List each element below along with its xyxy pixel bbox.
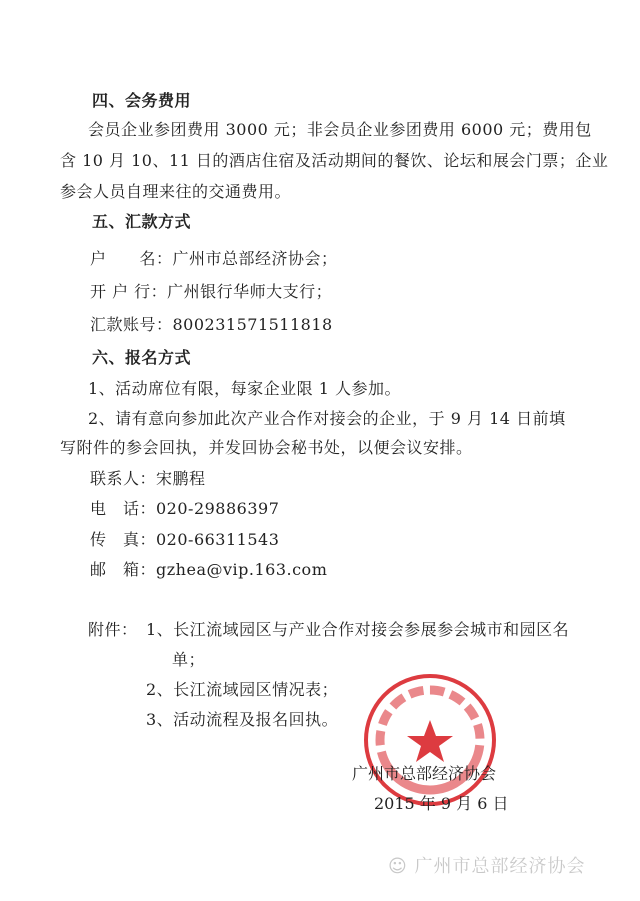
signature-organization: 广州市总部经济协会 bbox=[352, 764, 497, 783]
attachment-item: 3、活动流程及报名回执。 bbox=[146, 710, 339, 729]
signature-date: 2015 年 9 月 6 日 bbox=[374, 794, 509, 813]
section-heading-registration: 六、报名方式 bbox=[92, 348, 192, 367]
attachments-label: 附件： bbox=[88, 620, 138, 639]
registration-item: 写附件的参会回执，并发回协会秘书处，以便会议安排。 bbox=[60, 438, 473, 457]
watermark-text: 广州市总部经济协会 bbox=[414, 856, 586, 877]
bank-name: 开 户 行：广州银行华师大支行； bbox=[90, 282, 333, 301]
contact-email[interactable]: 邮 箱：gzhea@vip.163.com bbox=[90, 560, 328, 579]
fees-line: 含 10 月 10、11 日的酒店住宿及活动期间的餐饮、论坛和展会门票；企业 bbox=[60, 151, 609, 170]
registration-item: 1、活动席位有限，每家企业限 1 人参加。 bbox=[88, 379, 402, 398]
contact-fax: 传 真：020-66311543 bbox=[90, 530, 280, 549]
registration-item: 2、请有意向参加此次产业合作对接会的企业，于 9 月 14 日前填 bbox=[88, 409, 566, 428]
attachment-item: 2、长江流域园区情况表； bbox=[146, 680, 339, 699]
account-number: 汇款账号：800231571511818 bbox=[90, 315, 333, 334]
attachment-item: 1、长江流域园区与产业合作对接会参展参会城市和园区名 bbox=[146, 620, 570, 639]
official-seal-stamp bbox=[362, 672, 498, 808]
account-name: 户 名：广州市总部经济协会； bbox=[90, 249, 338, 268]
fees-line: 参会人员自理来往的交通费用。 bbox=[60, 182, 292, 201]
wechat-watermark bbox=[388, 852, 586, 878]
contact-person: 联系人：宋鹏程 bbox=[90, 469, 206, 488]
wechat-icon: ☺ bbox=[388, 856, 415, 877]
contact-phone: 电 话：020-29886397 bbox=[90, 499, 280, 518]
attachment-item: 单； bbox=[172, 650, 206, 669]
section-heading-fees: 四、会务费用 bbox=[92, 91, 192, 110]
section-heading-payment: 五、汇款方式 bbox=[92, 212, 192, 231]
fees-line: 会员企业参团费用 3000 元；非会员企业参团费用 6000 元；费用包 bbox=[88, 120, 592, 139]
